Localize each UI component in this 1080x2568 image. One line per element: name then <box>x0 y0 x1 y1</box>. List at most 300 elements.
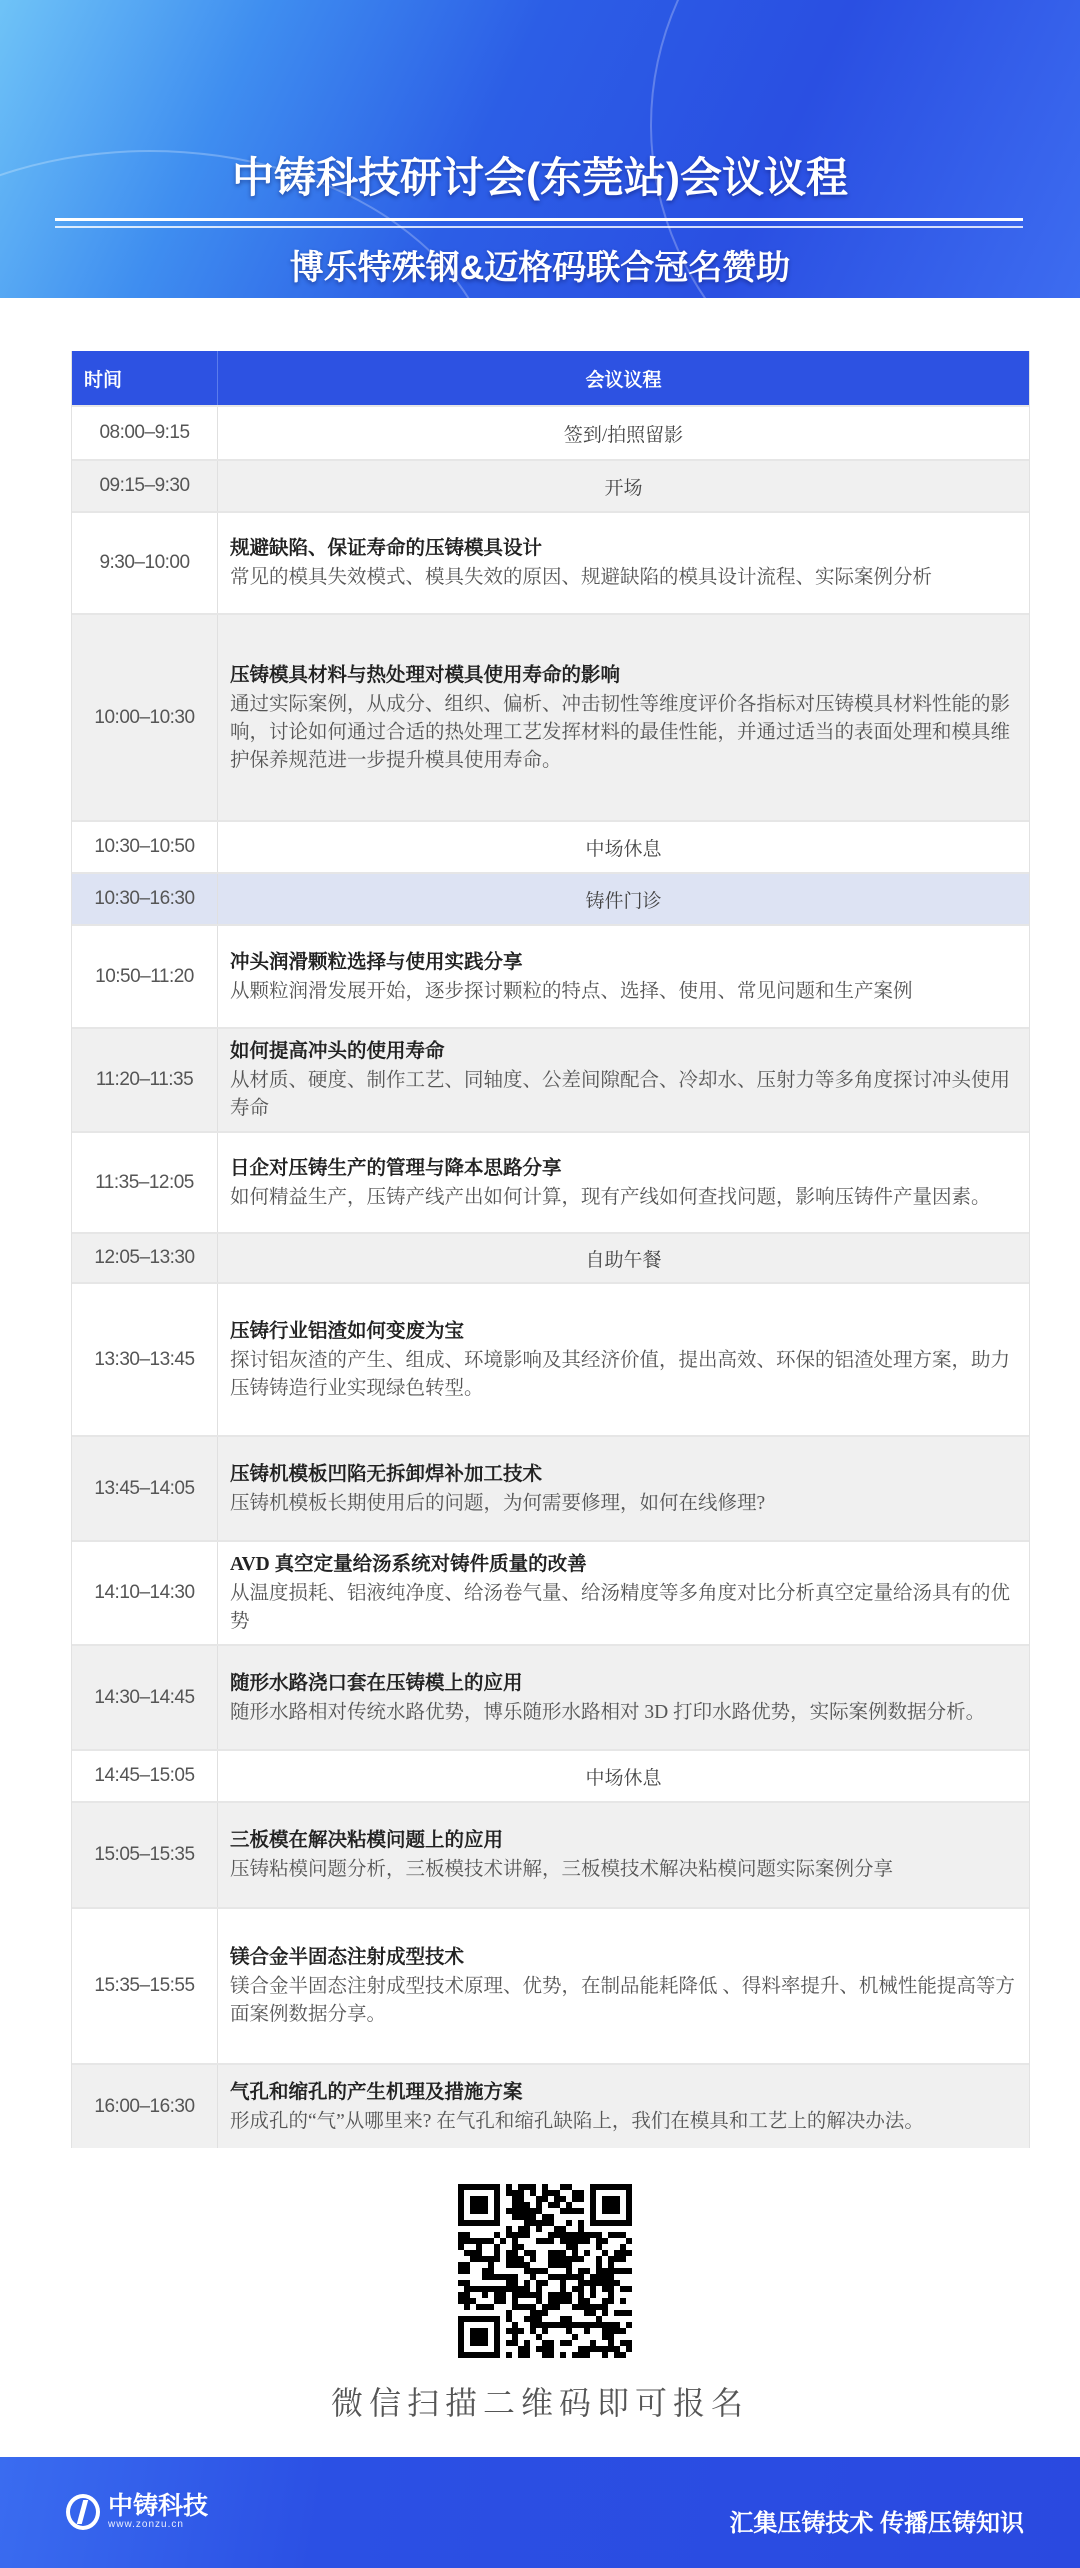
brand-name: 中铸科技 <box>108 2492 209 2520</box>
qr-module <box>554 2304 560 2310</box>
qr-module <box>548 2256 554 2262</box>
qr-module <box>494 2232 500 2238</box>
qr-module <box>584 2310 590 2316</box>
registration-qr-code <box>457 2184 633 2358</box>
qr-module <box>554 2322 560 2328</box>
qr-module <box>536 2202 542 2208</box>
qr-module <box>488 2274 494 2280</box>
qr-module <box>524 2316 530 2322</box>
row-time: 10:00–10:30 <box>72 615 218 820</box>
qr-module <box>578 2220 584 2226</box>
qr-module <box>584 2352 590 2358</box>
qr-module <box>458 2238 464 2244</box>
qr-module <box>488 2256 494 2262</box>
qr-module <box>524 2214 530 2220</box>
qr-module <box>518 2208 524 2214</box>
qr-module <box>608 2322 614 2328</box>
qr-module <box>536 2316 542 2322</box>
qr-module <box>542 2328 548 2334</box>
qr-module <box>578 2232 584 2238</box>
qr-module <box>518 2214 524 2220</box>
row-time: 09:15–9:30 <box>72 461 218 511</box>
qr-module <box>524 2262 530 2268</box>
qr-module <box>554 2262 560 2268</box>
row-time: 14:45–15:05 <box>72 1751 218 1801</box>
row-session <box>218 926 1029 1027</box>
qr-module <box>524 2250 530 2256</box>
qr-module <box>620 2286 626 2292</box>
qr-module <box>524 2268 530 2274</box>
qr-module <box>518 2262 524 2268</box>
qr-module <box>626 2346 632 2352</box>
qr-module <box>506 2256 512 2262</box>
qr-module <box>548 2298 554 2304</box>
qr-module <box>500 2298 506 2304</box>
qr-module <box>548 2346 554 2352</box>
qr-module <box>608 2262 614 2268</box>
qr-finder-pattern <box>470 2328 488 2346</box>
qr-module <box>536 2292 542 2298</box>
table-row <box>72 1131 1029 1232</box>
session-title: 镁合金半固态注射成型技术 <box>230 1947 465 1968</box>
qr-module <box>458 2292 464 2298</box>
row-session <box>218 1133 1029 1232</box>
qr-module <box>608 2286 614 2292</box>
qr-module <box>506 2262 512 2268</box>
qr-module <box>566 2274 572 2280</box>
brand-logo <box>66 2493 208 2530</box>
session-description: 镁合金半固态注射成型技术原理、优势，在制品能耗降低 、得料率提升、机械性能提高等方面案例数据分享。 <box>230 1976 1015 2025</box>
qr-module <box>578 2268 584 2274</box>
qr-module <box>620 2310 626 2316</box>
session-title: AVD 真空定量给汤系统对铸件质量的改善 <box>230 1554 587 1575</box>
row-activity: 铸件门诊 <box>585 890 662 912</box>
qr-module <box>578 2304 584 2310</box>
row-time: 11:20–11:35 <box>72 1029 218 1131</box>
qr-module <box>554 2256 560 2262</box>
qr-module <box>560 2316 566 2322</box>
qr-module <box>518 2328 524 2334</box>
session-description: 随形水路相对传统水路优势，博乐随形水路相对 3D 打印水路优势，实际案例数据分析。 <box>230 1701 986 1723</box>
qr-module <box>506 2232 512 2238</box>
session-description: 压铸粘模问题分析，三板模技术讲解，三板模技术解决粘模问题实际案例分享 <box>230 1859 894 1880</box>
qr-module <box>602 2298 608 2304</box>
qr-module <box>608 2280 614 2286</box>
qr-module <box>596 2244 602 2250</box>
qr-module <box>464 2238 470 2244</box>
qr-module <box>614 2328 620 2334</box>
qr-module <box>542 2310 548 2316</box>
qr-module <box>542 2304 548 2310</box>
qr-module <box>512 2322 518 2328</box>
qr-module <box>572 2256 578 2262</box>
qr-module <box>584 2238 590 2244</box>
qr-module <box>530 2190 536 2196</box>
row-time: 15:35–15:55 <box>72 1909 218 2063</box>
session-title: 压铸行业铝渣如何变废为宝 <box>230 1320 465 1342</box>
table-row <box>72 1435 1029 1540</box>
qr-module <box>620 2298 626 2304</box>
qr-module <box>560 2208 566 2214</box>
qr-module <box>512 2238 518 2244</box>
row-time: 15:05–15:35 <box>72 1803 218 1907</box>
qr-module <box>482 2256 488 2262</box>
qr-module <box>548 2202 554 2208</box>
table-row <box>72 405 1029 459</box>
qr-module <box>518 2352 524 2358</box>
session-title: 冲头润滑颗粒选择与使用实践分享 <box>230 951 523 973</box>
row-session <box>218 1542 1029 1644</box>
qr-module <box>572 2274 578 2280</box>
qr-module <box>524 2292 530 2298</box>
qr-module <box>506 2190 512 2196</box>
qr-module <box>560 2352 566 2358</box>
qr-module <box>518 2244 524 2250</box>
qr-module <box>512 2280 518 2286</box>
qr-module <box>512 2208 518 2214</box>
qr-module <box>476 2238 482 2244</box>
table-row <box>72 1282 1029 1435</box>
qr-module <box>584 2232 590 2238</box>
qr-module <box>572 2190 578 2196</box>
qr-module <box>530 2220 536 2226</box>
qr-module <box>506 2226 512 2232</box>
qr-module <box>542 2220 548 2226</box>
qr-module <box>566 2202 572 2208</box>
qr-module <box>536 2322 542 2328</box>
qr-module <box>476 2286 482 2292</box>
qr-caption: 微信扫描二维码即可报名 <box>330 2385 749 2421</box>
row-time: 9:30–10:00 <box>72 513 218 613</box>
qr-module <box>494 2274 500 2280</box>
qr-module <box>464 2286 470 2292</box>
qr-module <box>506 2340 512 2346</box>
qr-module <box>584 2298 590 2304</box>
table-body <box>72 405 1029 2148</box>
qr-module <box>536 2346 542 2352</box>
qr-module <box>554 2232 560 2238</box>
row-activity: 开场 <box>604 477 643 499</box>
row-session <box>218 1284 1029 1435</box>
qr-module <box>620 2244 626 2250</box>
qr-module <box>512 2298 518 2304</box>
qr-module <box>566 2220 572 2226</box>
qr-module <box>596 2268 602 2274</box>
qr-module <box>626 2250 632 2256</box>
row-session <box>218 1029 1029 1131</box>
qr-module <box>512 2304 518 2310</box>
logo-icon <box>66 2494 100 2530</box>
qr-module <box>512 2328 518 2334</box>
session-description: 探讨铝灰渣的产生、组成、环境影响及其经济价值，提出高效、环保的铝渣处理方案，助力压铸铸造行业实现绿色转型。 <box>230 1349 1011 1399</box>
qr-module <box>524 2226 530 2232</box>
qr-module <box>566 2184 572 2190</box>
qr-module <box>542 2346 548 2352</box>
qr-module <box>524 2202 530 2208</box>
qr-module <box>530 2208 536 2214</box>
qr-module <box>524 2304 530 2310</box>
qr-module <box>536 2238 542 2244</box>
qr-module <box>554 2196 560 2202</box>
qr-module <box>494 2256 500 2262</box>
qr-module <box>488 2286 494 2292</box>
column-header-agenda: 会议议程 <box>585 369 662 391</box>
qr-module <box>572 2232 578 2238</box>
qr-module <box>596 2304 602 2310</box>
qr-module <box>464 2262 470 2268</box>
qr-module <box>614 2268 620 2274</box>
qr-module <box>584 2268 590 2274</box>
qr-module <box>524 2220 530 2226</box>
brand-url: www.zonzu.cn <box>108 2519 184 2530</box>
qr-module <box>476 2244 482 2250</box>
qr-module <box>554 2292 560 2298</box>
qr-finder-pattern <box>470 2196 488 2214</box>
title-divider <box>55 218 1023 228</box>
qr-module <box>488 2304 494 2310</box>
qr-module <box>512 2292 518 2298</box>
qr-module <box>464 2232 470 2238</box>
qr-module <box>578 2190 584 2196</box>
qr-module <box>626 2286 632 2292</box>
qr-module <box>590 2304 596 2310</box>
qr-module <box>512 2256 518 2262</box>
qr-module <box>620 2352 626 2358</box>
qr-module <box>578 2256 584 2262</box>
qr-module <box>476 2250 482 2256</box>
session-description: 从温度损耗、铝液纯净度、给汤卷气量、给汤精度等多角度对比分析真空定量给汤具有的优势 <box>230 1583 1011 1632</box>
row-time: 10:30–16:30 <box>72 874 218 924</box>
row-time: 10:50–11:20 <box>72 926 218 1027</box>
qr-module <box>530 2256 536 2262</box>
row-activity: 签到/拍照留影 <box>563 424 684 446</box>
qr-module <box>596 2346 602 2352</box>
qr-module <box>500 2238 506 2244</box>
qr-finder-pattern <box>602 2196 620 2214</box>
qr-module <box>464 2292 470 2298</box>
row-time: 16:00–16:30 <box>72 2065 218 2148</box>
qr-module <box>560 2322 566 2328</box>
qr-module <box>458 2244 464 2250</box>
qr-module <box>602 2346 608 2352</box>
qr-module <box>470 2298 476 2304</box>
row-activity: 中场休息 <box>585 838 662 860</box>
qr-module <box>620 2250 626 2256</box>
qr-module <box>608 2340 614 2346</box>
qr-module <box>584 2328 590 2334</box>
row-time: 14:10–14:30 <box>72 1542 218 1644</box>
session-title: 三板模在解决粘模问题上的应用 <box>230 1830 504 1851</box>
qr-module <box>506 2286 512 2292</box>
footer-banner <box>0 2457 1080 2568</box>
qr-module <box>566 2322 572 2328</box>
qr-module <box>512 2334 518 2340</box>
qr-module <box>524 2232 530 2238</box>
qr-module <box>566 2340 572 2346</box>
agenda-table <box>71 351 1030 2148</box>
qr-module <box>476 2304 482 2310</box>
table-row <box>72 1027 1029 1131</box>
row-time: 12:05–13:30 <box>72 1234 218 1282</box>
qr-module <box>584 2250 590 2256</box>
qr-module <box>560 2292 566 2298</box>
qr-module <box>524 2184 530 2190</box>
qr-module <box>566 2292 572 2298</box>
qr-module <box>512 2274 518 2280</box>
qr-module <box>548 2220 554 2226</box>
qr-module <box>524 2280 530 2286</box>
qr-module <box>560 2238 566 2244</box>
qr-module <box>530 2310 536 2316</box>
qr-module <box>506 2250 512 2256</box>
qr-module <box>614 2352 620 2358</box>
qr-module <box>626 2310 632 2316</box>
qr-module <box>512 2244 518 2250</box>
qr-module <box>512 2232 518 2238</box>
qr-module <box>578 2286 584 2292</box>
qr-module <box>536 2208 542 2214</box>
qr-module <box>620 2340 626 2346</box>
qr-module <box>602 2328 608 2334</box>
qr-module <box>614 2322 620 2328</box>
qr-module <box>512 2340 518 2346</box>
qr-module <box>536 2280 542 2286</box>
qr-module <box>554 2298 560 2304</box>
qr-module <box>572 2250 578 2256</box>
qr-module <box>494 2244 500 2250</box>
qr-module <box>548 2274 554 2280</box>
row-activity: 自助午餐 <box>585 1249 662 1271</box>
row-session <box>218 1909 1029 2063</box>
qr-module <box>620 2268 626 2274</box>
qr-module <box>602 2250 608 2256</box>
qr-module <box>572 2286 578 2292</box>
qr-module <box>542 2322 548 2328</box>
qr-module <box>506 2352 512 2358</box>
qr-module <box>530 2328 536 2334</box>
qr-module <box>524 2340 530 2346</box>
qr-module <box>578 2208 584 2214</box>
qr-module <box>542 2238 548 2244</box>
qr-module <box>548 2232 554 2238</box>
page-subtitle: 博乐特殊钢&迈格码联合冠名赞助 <box>289 249 791 287</box>
qr-module <box>602 2286 608 2292</box>
qr-module <box>554 2226 560 2232</box>
row-time: 13:30–13:45 <box>72 1284 218 1435</box>
qr-module <box>512 2190 518 2196</box>
table-row <box>72 613 1029 820</box>
qr-module <box>470 2238 476 2244</box>
qr-module <box>572 2352 578 2358</box>
qr-module <box>470 2286 476 2292</box>
qr-module <box>578 2292 584 2298</box>
qr-module <box>602 2310 608 2316</box>
qr-module <box>542 2352 548 2358</box>
qr-module <box>572 2304 578 2310</box>
row-session <box>218 1437 1029 1540</box>
qr-module <box>578 2226 584 2232</box>
qr-module <box>512 2196 518 2202</box>
table-row <box>72 924 1029 1027</box>
qr-module <box>512 2262 518 2268</box>
qr-module <box>512 2202 518 2208</box>
qr-module <box>572 2334 578 2340</box>
qr-module <box>560 2280 566 2286</box>
qr-module <box>494 2298 500 2304</box>
qr-module <box>554 2250 560 2256</box>
qr-module <box>608 2292 614 2298</box>
qr-module <box>548 2250 554 2256</box>
session-title: 如何提高冲头的使用寿命 <box>230 1041 445 1062</box>
qr-module <box>560 2340 566 2346</box>
qr-module <box>554 2274 560 2280</box>
page-title: 中铸科技研讨会(东莞站)会议议程 <box>232 154 848 201</box>
qr-module <box>566 2238 572 2244</box>
qr-module <box>608 2298 614 2304</box>
qr-module <box>566 2316 572 2322</box>
qr-module <box>590 2274 596 2280</box>
qr-module <box>572 2238 578 2244</box>
table-row <box>72 1749 1029 1801</box>
table-row <box>72 820 1029 872</box>
qr-module <box>470 2250 476 2256</box>
qr-module <box>614 2346 620 2352</box>
qr-module <box>596 2280 602 2286</box>
row-session <box>218 615 1029 820</box>
qr-module <box>560 2274 566 2280</box>
qr-module <box>482 2274 488 2280</box>
qr-module <box>560 2184 566 2190</box>
session-title: 压铸模具材料与热处理对模具使用寿命的影响 <box>230 664 621 686</box>
qr-module <box>596 2232 602 2238</box>
qr-module <box>578 2196 584 2202</box>
qr-module <box>506 2328 512 2334</box>
qr-module <box>572 2208 578 2214</box>
qr-module <box>524 2352 530 2358</box>
qr-module <box>560 2256 566 2262</box>
qr-module <box>530 2316 536 2322</box>
qr-module <box>536 2334 542 2340</box>
qr-module <box>458 2268 464 2274</box>
qr-module <box>518 2304 524 2310</box>
session-description: 形成孔的“气”从哪里来? 在气孔和缩孔缺陷上，我们在模具和工艺上的解决办法。 <box>230 2110 924 2132</box>
row-time: 08:00–9:15 <box>72 407 218 459</box>
qr-module <box>608 2328 614 2334</box>
header-banner <box>0 0 1080 298</box>
qr-module <box>470 2256 476 2262</box>
qr-module <box>602 2304 608 2310</box>
qr-module <box>602 2238 608 2244</box>
row-session <box>218 1646 1029 1749</box>
qr-module <box>578 2352 584 2358</box>
qr-module <box>548 2322 554 2328</box>
qr-module <box>584 2280 590 2286</box>
qr-module <box>542 2196 548 2202</box>
qr-module <box>464 2298 470 2304</box>
qr-module <box>536 2196 542 2202</box>
qr-module <box>530 2274 536 2280</box>
qr-module <box>602 2274 608 2280</box>
qr-module <box>494 2250 500 2256</box>
qr-module <box>458 2298 464 2304</box>
qr-module <box>518 2184 524 2190</box>
qr-module <box>566 2232 572 2238</box>
qr-module <box>566 2268 572 2274</box>
qr-module <box>548 2304 554 2310</box>
session-description: 通过实际案例，从成分、组织、偏析、冲击韧性等维度评价各指标对压铸模具材料性能的影响，讨论如何通过合适的热处理工艺发挥材料的最佳性能，并通过适当的表面处理和模具维护保养规范进一步提升模具使用寿命。 <box>230 693 1011 771</box>
qr-module <box>548 2238 554 2244</box>
qr-module <box>578 2346 584 2352</box>
